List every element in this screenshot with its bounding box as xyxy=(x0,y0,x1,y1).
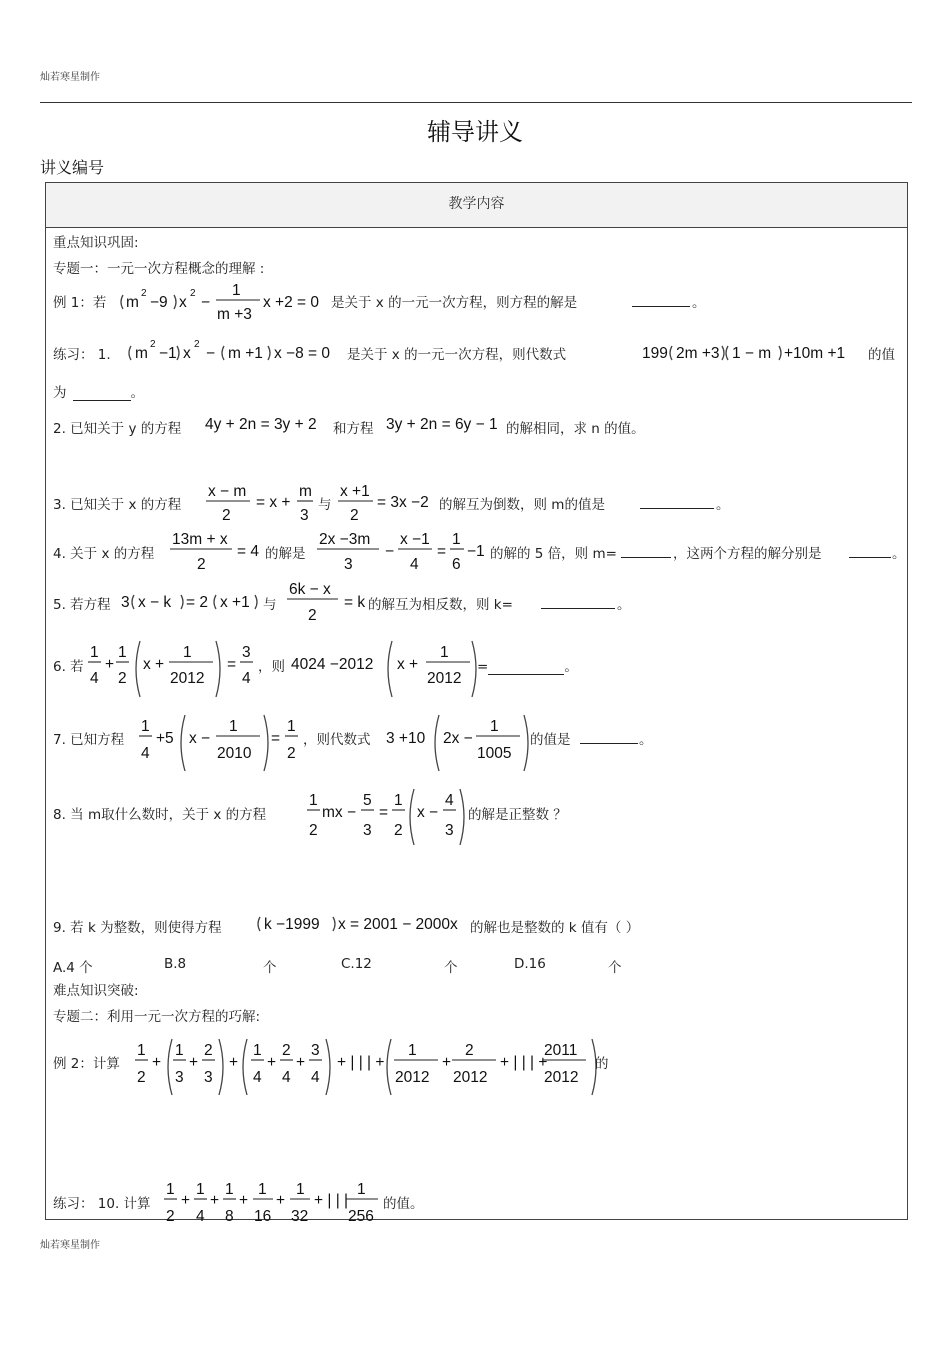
svg-text:1: 1 xyxy=(90,644,99,661)
question-4-solution-of: 的解是 xyxy=(265,546,306,562)
svg-text:+: + xyxy=(296,1054,306,1071)
svg-text:m +1: m +1 xyxy=(228,345,263,362)
question-2-equation-1: 4y + 2n = 3y + 2 xyxy=(205,416,317,433)
svg-text:16: 16 xyxy=(254,1208,272,1225)
svg-text:x −8 = 0: x −8 = 0 xyxy=(274,345,331,362)
practice-1-text: 是关于 x 的一元一次方程，则代数式 xyxy=(347,347,567,363)
question-7-value-is: 的值是 xyxy=(530,732,571,748)
content-table xyxy=(45,182,908,1225)
svg-text:3: 3 xyxy=(175,1069,184,1086)
svg-text:−: − xyxy=(201,294,211,311)
question-8-prefix: 8. 当 m取什么数时，关于 x 的方程 xyxy=(53,807,267,823)
svg-text:2: 2 xyxy=(204,1042,213,1059)
svg-text:2: 2 xyxy=(282,1042,291,1059)
practice-1-label: 练习： 1. xyxy=(53,347,111,363)
svg-text:1: 1 xyxy=(309,792,318,809)
svg-text:1: 1 xyxy=(196,1181,205,1198)
question-2-and: 和方程 xyxy=(333,421,374,437)
svg-text:x −: x − xyxy=(417,804,439,821)
svg-text:4: 4 xyxy=(141,745,150,762)
svg-text:1: 1 xyxy=(253,1042,262,1059)
svg-text:−: − xyxy=(385,543,395,560)
svg-text:= 3x −2: = 3x −2 xyxy=(377,494,429,511)
example-2-label: 例 2：计算 xyxy=(53,1056,120,1072)
option-d-unit: 个 xyxy=(608,960,622,976)
svg-text:=: = xyxy=(227,656,237,673)
svg-text:+: + xyxy=(181,1192,191,1209)
svg-text:2: 2 xyxy=(309,822,318,839)
svg-text:2: 2 xyxy=(150,339,156,350)
svg-text:5: 5 xyxy=(363,792,372,809)
option-d[interactable]: D.16 xyxy=(514,956,546,972)
example-1-end: 。 xyxy=(692,295,706,311)
svg-text:= x +: = x + xyxy=(256,494,291,511)
svg-text:m: m xyxy=(299,483,312,500)
svg-text:2012: 2012 xyxy=(170,670,205,687)
question-3-end: 。 xyxy=(716,497,730,513)
topic-title-2: 专题二：利用一元一次方程的巧解: xyxy=(53,1009,261,1025)
option-a[interactable]: A.4 个 xyxy=(53,960,93,976)
question-9-suffix: 的解也是整数的 k 值有（ ） xyxy=(470,920,640,936)
svg-text:3: 3 xyxy=(300,507,309,524)
svg-text:−: − xyxy=(206,345,216,362)
svg-text:=: = xyxy=(379,804,389,821)
svg-text:2: 2 xyxy=(287,745,296,762)
svg-text:2: 2 xyxy=(166,1208,175,1225)
svg-text:x = 2001 − 2000x: x = 2001 − 2000x xyxy=(338,916,458,933)
question-6-then: ，则 xyxy=(258,659,285,675)
svg-text:2x −3m: 2x −3m xyxy=(319,531,371,548)
question-9-prefix: 9. 若 k 为整数，则使得方程 xyxy=(53,920,222,936)
svg-text:x: x xyxy=(183,345,191,362)
svg-text:x −: x − xyxy=(189,730,211,747)
svg-text:1: 1 xyxy=(357,1181,366,1198)
svg-text:+: + xyxy=(239,1192,249,1209)
table-header: 教学内容 xyxy=(46,183,907,228)
option-b-unit: 个 xyxy=(263,960,277,976)
svg-text:=: = xyxy=(271,730,281,747)
svg-text:m: m xyxy=(135,345,148,362)
svg-text:1: 1 xyxy=(296,1181,305,1198)
svg-text:2: 2 xyxy=(222,507,231,524)
question-7-then: ，则代数式 xyxy=(303,732,371,748)
svg-text:2: 2 xyxy=(350,507,359,524)
svg-text:2: 2 xyxy=(194,339,200,350)
svg-text:1: 1 xyxy=(166,1181,175,1198)
svg-text:3: 3 xyxy=(121,594,130,611)
svg-text:2m +3: 2m +3 xyxy=(676,345,720,362)
svg-text:1: 1 xyxy=(490,718,499,735)
svg-text:199: 199 xyxy=(642,345,668,362)
practice-10-label: 练习： 10. 计算 xyxy=(53,1196,151,1212)
svg-text:13m + x: 13m + x xyxy=(172,531,228,548)
svg-text:1: 1 xyxy=(141,718,150,735)
question-2-prefix: 2. 已知关于 y 的方程 xyxy=(53,421,182,437)
practice-10-expression xyxy=(46,183,909,1225)
svg-text:4: 4 xyxy=(90,670,99,687)
svg-text:−1: −1 xyxy=(159,345,177,362)
question-5-and: 与 xyxy=(263,597,277,613)
practice-1-line2: 为 。 xyxy=(53,385,144,401)
svg-text:+ | | | +: + | | | + xyxy=(500,1054,548,1071)
question-4-end: 。 xyxy=(892,546,906,562)
svg-text:+: + xyxy=(442,1054,452,1071)
question-3-prefix: 3. 已知关于 x 的方程 xyxy=(53,497,182,513)
svg-text:2012: 2012 xyxy=(544,1069,579,1086)
svg-text:4: 4 xyxy=(196,1208,205,1225)
svg-text:3: 3 xyxy=(204,1069,213,1086)
svg-text:m +3: m +3 xyxy=(217,306,252,323)
svg-text:= 2: = 2 xyxy=(186,594,208,611)
option-c-unit: 个 xyxy=(444,960,458,976)
svg-text:1: 1 xyxy=(229,718,238,735)
svg-text:1: 1 xyxy=(175,1042,184,1059)
question-8-suffix: 的解是正整数 ？ xyxy=(468,807,567,823)
svg-text:1: 1 xyxy=(452,531,461,548)
svg-text:+ | | |: + | | | xyxy=(314,1192,349,1209)
svg-text:4: 4 xyxy=(242,670,251,687)
svg-text:+5: +5 xyxy=(156,730,174,747)
svg-text:1: 1 xyxy=(118,644,127,661)
svg-text:1: 1 xyxy=(394,792,403,809)
question-4-both-solutions: ，这两个方程的解分别是 xyxy=(673,546,822,562)
svg-text:4: 4 xyxy=(410,556,419,573)
svg-text:2x −: 2x − xyxy=(443,730,473,747)
svg-text:1: 1 xyxy=(440,644,449,661)
svg-text:3 +10: 3 +10 xyxy=(386,730,426,747)
svg-text:2012: 2012 xyxy=(427,670,462,687)
svg-text:+: + xyxy=(229,1054,239,1071)
svg-text:4: 4 xyxy=(311,1069,320,1086)
svg-text:x: x xyxy=(179,294,187,311)
svg-text:2: 2 xyxy=(118,670,127,687)
svg-text:k −1999: k −1999 xyxy=(264,916,320,933)
svg-text:3: 3 xyxy=(445,822,454,839)
question-4-prefix: 4. 关于 x 的方程 xyxy=(53,546,155,562)
svg-text:4: 4 xyxy=(253,1069,262,1086)
svg-text:x − k: x − k xyxy=(138,594,172,611)
svg-text:+ | | | +: + | | | + xyxy=(337,1054,385,1071)
svg-text:2012: 2012 xyxy=(395,1069,430,1086)
svg-text:8: 8 xyxy=(225,1208,234,1225)
header-watermark: 灿若寒星制作 xyxy=(40,72,100,83)
svg-text:4: 4 xyxy=(445,792,454,809)
svg-text:+: + xyxy=(105,656,115,673)
header-rule xyxy=(40,102,912,103)
question-2-equation-2: 3y + 2n = 6y − 1 xyxy=(386,416,498,433)
svg-text:= 4: = 4 xyxy=(237,543,259,560)
question-7-prefix: 7. 已知方程 xyxy=(53,732,125,748)
section-title-2: 难点知识突破: xyxy=(53,983,139,999)
svg-text:−1: −1 xyxy=(467,543,485,560)
question-2-suffix: 的解相同，求 n 的值。 xyxy=(506,421,645,437)
svg-text:4: 4 xyxy=(282,1069,291,1086)
svg-text:2: 2 xyxy=(308,607,317,624)
svg-text:x +2 = 0: x +2 = 0 xyxy=(263,294,320,311)
topic-title-1: 专题一：一元一次方程概念的理解 : xyxy=(53,261,265,277)
example-2-end: 的 xyxy=(595,1056,609,1072)
question-6-prefix: 6. 若 xyxy=(53,659,84,675)
svg-text:+: + xyxy=(276,1192,286,1209)
svg-text:1005: 1005 xyxy=(477,745,512,762)
svg-text:6k − x: 6k − x xyxy=(289,581,331,598)
footer-watermark: 灿若寒星制作 xyxy=(40,1240,100,1251)
svg-text:32: 32 xyxy=(291,1208,309,1225)
question-3-suffix: 的解互为倒数，则 m的值是 xyxy=(439,497,605,513)
practice-1-tail: 的值 xyxy=(868,347,895,363)
svg-text:1: 1 xyxy=(232,282,241,299)
option-c[interactable]: C.12 xyxy=(341,956,372,972)
svg-text:m: m xyxy=(126,294,139,311)
svg-text:x +1: x +1 xyxy=(340,483,370,500)
svg-text:3: 3 xyxy=(344,556,353,573)
example-1-text: 是关于 x 的一元一次方程，则方程的解是 xyxy=(331,295,578,311)
question-4-times: 的解的 5 倍，则 m= xyxy=(490,546,617,562)
doc-id-label: 讲义编号 xyxy=(40,158,105,177)
svg-text:= k: = k xyxy=(344,594,366,611)
section-title-1: 重点知识巩固: xyxy=(53,235,139,251)
question-7-end: 。 xyxy=(639,732,653,748)
svg-text:x +: x + xyxy=(143,656,165,673)
svg-text:+: + xyxy=(189,1054,199,1071)
svg-text:2: 2 xyxy=(141,288,147,299)
svg-text:1 − m: 1 − m xyxy=(732,345,772,362)
svg-text:1: 1 xyxy=(408,1042,417,1059)
question-5-prefix: 5. 若方程 xyxy=(53,597,111,613)
example-1-label: 例 1：若 xyxy=(53,295,107,311)
option-b[interactable]: B.8 xyxy=(164,956,187,972)
svg-text:mx −: mx − xyxy=(322,804,357,821)
svg-text:−9: −9 xyxy=(150,294,168,311)
svg-text:+: + xyxy=(210,1192,220,1209)
question-6-end: 。 xyxy=(564,659,578,675)
svg-text:2012: 2012 xyxy=(453,1069,488,1086)
svg-text:6: 6 xyxy=(452,556,461,573)
question-6-equals: = xyxy=(477,659,489,675)
svg-text:1: 1 xyxy=(225,1181,234,1198)
svg-text:x −1: x −1 xyxy=(400,531,430,548)
question-5-end: 。 xyxy=(617,597,631,613)
practice-10-end: 的值。 xyxy=(383,1196,424,1212)
svg-text:1: 1 xyxy=(137,1042,146,1059)
svg-text:x +: x + xyxy=(397,656,419,673)
svg-text:256: 256 xyxy=(348,1208,374,1225)
svg-text:1: 1 xyxy=(258,1181,267,1198)
svg-text:2: 2 xyxy=(137,1069,146,1086)
svg-text:2011: 2011 xyxy=(544,1042,578,1059)
svg-text:3: 3 xyxy=(242,644,251,661)
svg-text:+: + xyxy=(152,1054,162,1071)
svg-text:+10m +1: +10m +1 xyxy=(784,345,846,362)
svg-text:2: 2 xyxy=(465,1042,474,1059)
svg-text:+: + xyxy=(267,1054,277,1071)
page-title: 辅导讲义 xyxy=(427,118,523,146)
svg-text:2: 2 xyxy=(190,288,196,299)
svg-text:2: 2 xyxy=(394,822,403,839)
svg-text:1: 1 xyxy=(287,718,296,735)
svg-text:3: 3 xyxy=(311,1042,320,1059)
svg-text:x − m: x − m xyxy=(208,483,247,500)
svg-text:1: 1 xyxy=(183,644,192,661)
svg-text:x +1: x +1 xyxy=(220,594,250,611)
svg-text:2010: 2010 xyxy=(217,745,252,762)
svg-text:3: 3 xyxy=(363,822,372,839)
question-5-suffix: 的解互为相反数，则 k= xyxy=(368,597,513,613)
svg-text:=: = xyxy=(437,543,447,560)
question-3-and: 与 xyxy=(318,497,332,513)
svg-text:2: 2 xyxy=(197,556,206,573)
svg-text:4024 −2012: 4024 −2012 xyxy=(291,656,374,673)
